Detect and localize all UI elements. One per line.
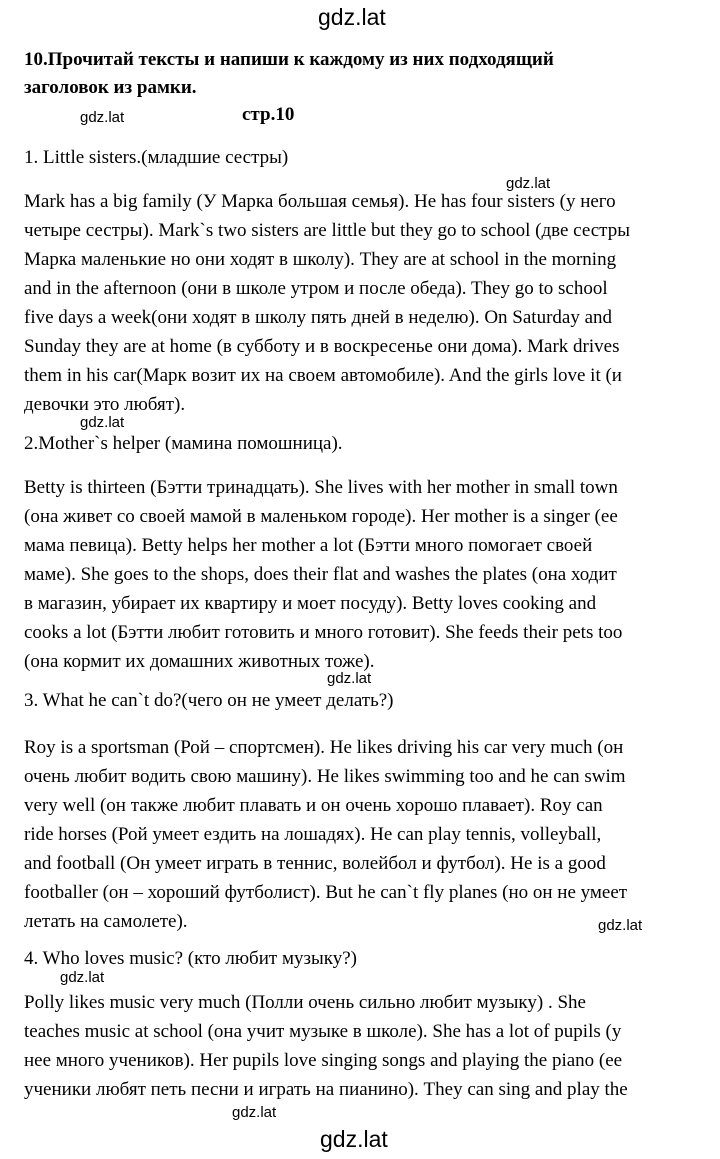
- text-line: teaches music at school (она учит музыке в школе). She has a lot of pupils (у: [24, 1021, 622, 1042]
- section-text-2: [24, 473, 714, 676]
- text-line: footballer (он – хороший футболист). But he can`t fly planes (но он не умеет: [24, 882, 628, 903]
- text-line: маме). She goes to the shops, does their flat and washes the plates (она ходит: [24, 564, 617, 585]
- text-line: Mark has a big family (У Марка большая семья). He has four sisters (у него: [24, 191, 616, 212]
- page-reference: стр.10: [242, 104, 295, 125]
- text-line: and in the afternoon (они в школе утром и после обеда). They go to school: [24, 278, 608, 299]
- watermark: gdz.lat: [598, 917, 643, 934]
- text-line: Sunday they are at home (в субботу и в воскресенье они дома). Mark drives: [24, 336, 620, 357]
- watermark-bottom: gdz.lat: [320, 1126, 388, 1152]
- text-line: them in his car(Марк возит их на своем автомобиле). And the girls love it (и: [24, 365, 622, 386]
- text-line: нее много учеников). Her pupils love singing songs and playing the piano (ее: [24, 1050, 623, 1071]
- text-line: очень любит водить свою машину). He likes swimming too and he can swim: [24, 766, 626, 787]
- text-line: very well (он также любит плавать и он очень хорошо плавает). Roy can: [24, 795, 603, 816]
- text-line: в магазин, убирает их квартиру и моет посуду). Betty loves cooking and: [24, 593, 597, 614]
- task-title: [24, 46, 704, 102]
- text-line: Roy is a sportsman (Рой – спортсмен). He likes driving his car very much (он: [24, 737, 624, 758]
- section-text-4: [24, 988, 714, 1104]
- text-line: and football (Он умеет играть в теннис, волейбол и футбол). He is a good: [24, 853, 606, 874]
- section-text-1: [24, 187, 714, 419]
- watermark: gdz.lat: [506, 175, 551, 192]
- watermark: gdz.lat: [60, 969, 105, 986]
- task-title-line: заголовок из рамки.: [24, 77, 197, 98]
- watermark-top: gdz.lat: [318, 4, 386, 30]
- text-line: ученики любят петь песни и играть на пианино). They can sing and play the: [24, 1079, 628, 1100]
- watermark: gdz.lat: [327, 670, 372, 687]
- text-line: five days a week(они ходят в школу пять дней в неделю). On Saturday and: [24, 307, 613, 328]
- section-heading-3: 3. What he can`t do?(чего он не умеет делать?): [24, 690, 394, 711]
- text-line: мама певица). Betty helps her mother a lot (Бэтти много помогает своей: [24, 535, 593, 556]
- text-line: ride horses (Рой умеет ездить на лошадях). He can play tennis, volleyball,: [24, 824, 602, 845]
- watermark: gdz.lat: [80, 109, 125, 126]
- text-line: четыре сестры). Mark`s two sisters are little but they go to school (две сестры: [24, 220, 630, 241]
- text-line: Betty is thirteen (Бэтти тринадцать). She lives with her mother in small town: [24, 477, 618, 498]
- text-line: летать на самолете).: [24, 911, 188, 932]
- section-text-3: [24, 733, 714, 936]
- text-line: Polly likes music very much (Полли очень сильно любит музыку) . She: [24, 992, 586, 1013]
- text-line: cooks a lot (Бэтти любит готовить и много готовит). She feeds their pets too: [24, 622, 623, 643]
- section-heading-1: 1. Little sisters.(младшие сестры): [24, 147, 289, 168]
- section-heading-2: 2.Mother`s helper (мамина помошница).: [24, 433, 343, 454]
- watermark: gdz.lat: [80, 414, 125, 431]
- text-line: (она живет со своей мамой в маленьком городе). Her mother is a singer (ее: [24, 506, 618, 527]
- text-line: Марка маленькие но они ходят в школу). They are at school in the morning: [24, 249, 617, 270]
- text-line: (она кормит их домашних животных тоже).: [24, 651, 375, 672]
- text-line: девочки это любят).: [24, 394, 186, 415]
- section-heading-4: 4. Who loves music? (кто любит музыку?): [24, 948, 357, 969]
- task-title-line: 10.Прочитай тексты и напиши к каждому из них подходящий: [24, 49, 554, 70]
- watermark: gdz.lat: [232, 1104, 277, 1121]
